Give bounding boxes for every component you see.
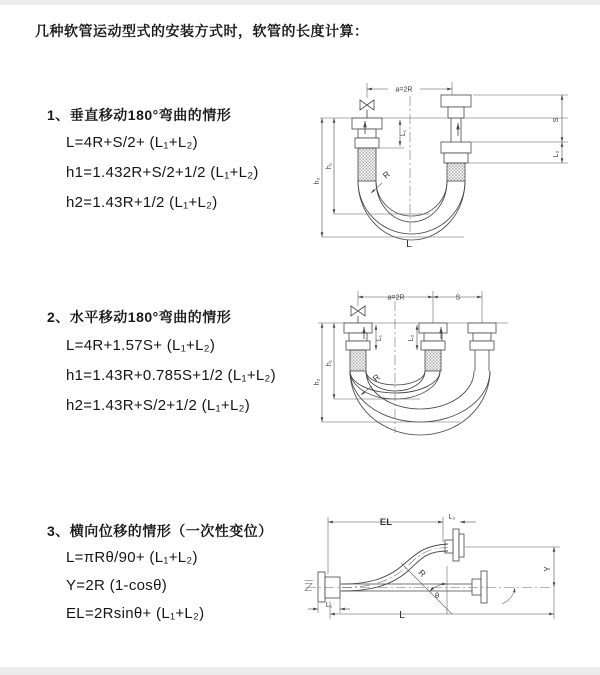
section-3-heading: 3、横向位移的情形（一次性变位） — [47, 523, 273, 539]
scan-edge-top — [0, 0, 600, 5]
dim-label-theta: θ — [435, 591, 440, 600]
upper-flange — [445, 529, 464, 561]
dim-label-l1: L₁ — [325, 602, 333, 609]
centerline-break-symbol — [305, 581, 314, 591]
dim-l2 — [553, 142, 562, 163]
dim-h1 — [326, 323, 420, 399]
formula-line: L=4R+S/2+ (L₁+L₂) — [66, 134, 198, 151]
formula-line: Y=2R (1-cosθ) — [66, 577, 168, 594]
dim-a-2r — [367, 82, 452, 98]
dim-label-h2: h₂ — [314, 378, 321, 386]
dim-label-length: L — [406, 238, 412, 248]
dim-label-length: L — [399, 609, 405, 621]
page-title: 几种软管运动型式的安装方式时，软管的长度计算： — [35, 23, 369, 39]
braided-hose-section — [358, 148, 376, 181]
diagram-vertical-180-bend — [312, 76, 578, 248]
valve-icon — [360, 100, 374, 118]
dim-label-l1: L₁ — [376, 334, 383, 342]
scan-edge-bottom — [0, 667, 600, 675]
middle-pipe-flange — [419, 323, 447, 371]
dim-label-h1: h₁ — [326, 359, 333, 367]
dim-l1 — [379, 120, 407, 148]
dim-label-h1: h₁ — [326, 162, 333, 170]
braided-hose-section — [447, 163, 465, 181]
formula-line: h1=1.43R+0.785S+1/2 (L₁+L₂) — [66, 367, 276, 384]
section-1-heading: 1、垂直移动180°弯曲的情形 — [47, 107, 232, 123]
dim-s — [433, 295, 482, 302]
dim-l1 — [376, 325, 383, 350]
braided-hose-section — [350, 350, 366, 371]
section-2-heading: 2、水平移动180°弯曲的情形 — [47, 309, 232, 325]
formula-line: h2=1.43R+1/2 (L₁+L₂) — [66, 194, 218, 211]
angle-construction — [401, 563, 515, 614]
dim-label-r: R — [380, 168, 392, 181]
dim-l2 — [408, 325, 417, 350]
formula-line: h2=1.43R+S/2+1/2 (L₁+L₂) — [66, 397, 251, 414]
formula-line: L=πRθ/90+ (L₁+L₂) — [66, 549, 198, 566]
dim-el — [328, 517, 443, 574]
formula-line: EL=2Rsinθ+ (L₁+L₂) — [66, 605, 205, 622]
formula-line: L=4R+1.57S+ (L₁+L₂) — [66, 337, 216, 354]
dim-label-a2r: a=2R — [395, 86, 413, 94]
dim-a-2r — [358, 291, 482, 323]
hose-u-bend-arcs — [350, 371, 490, 435]
dim-label-l2: L₂ — [553, 150, 560, 158]
dim-label-el: EL — [379, 517, 393, 528]
dim-label-l1: L₁ — [400, 129, 407, 137]
dim-h1 — [326, 118, 430, 214]
right-pipe-flange — [441, 95, 471, 181]
dim-label-r: R — [416, 567, 429, 579]
left-pipe-flange — [344, 323, 372, 371]
diagram-lateral-displacement — [302, 502, 598, 660]
valve-icon — [351, 306, 365, 323]
dim-label-s: S — [553, 117, 560, 123]
dim-label-l2: L₂ — [408, 334, 415, 342]
formula-line: h1=1.432R+S/2+1/2 (L₁+L₂) — [66, 164, 259, 181]
braided-hose-section — [425, 350, 441, 371]
dim-label-r: R — [370, 371, 382, 384]
dim-label-l2: L₂ — [448, 514, 456, 521]
hose-u-bend-arcs — [358, 181, 465, 240]
diagram-horizontal-180-bend — [312, 283, 592, 455]
dim-label-h2: h₂ — [314, 177, 321, 185]
dim-label-y: Y — [543, 566, 552, 572]
left-pipe-flange — [352, 118, 382, 181]
dim-label-s: S — [455, 294, 461, 302]
dim-l2 — [449, 514, 476, 522]
dim-label-a2r: a=2R — [387, 294, 405, 302]
right-pipe-flange-moved — [468, 323, 496, 371]
